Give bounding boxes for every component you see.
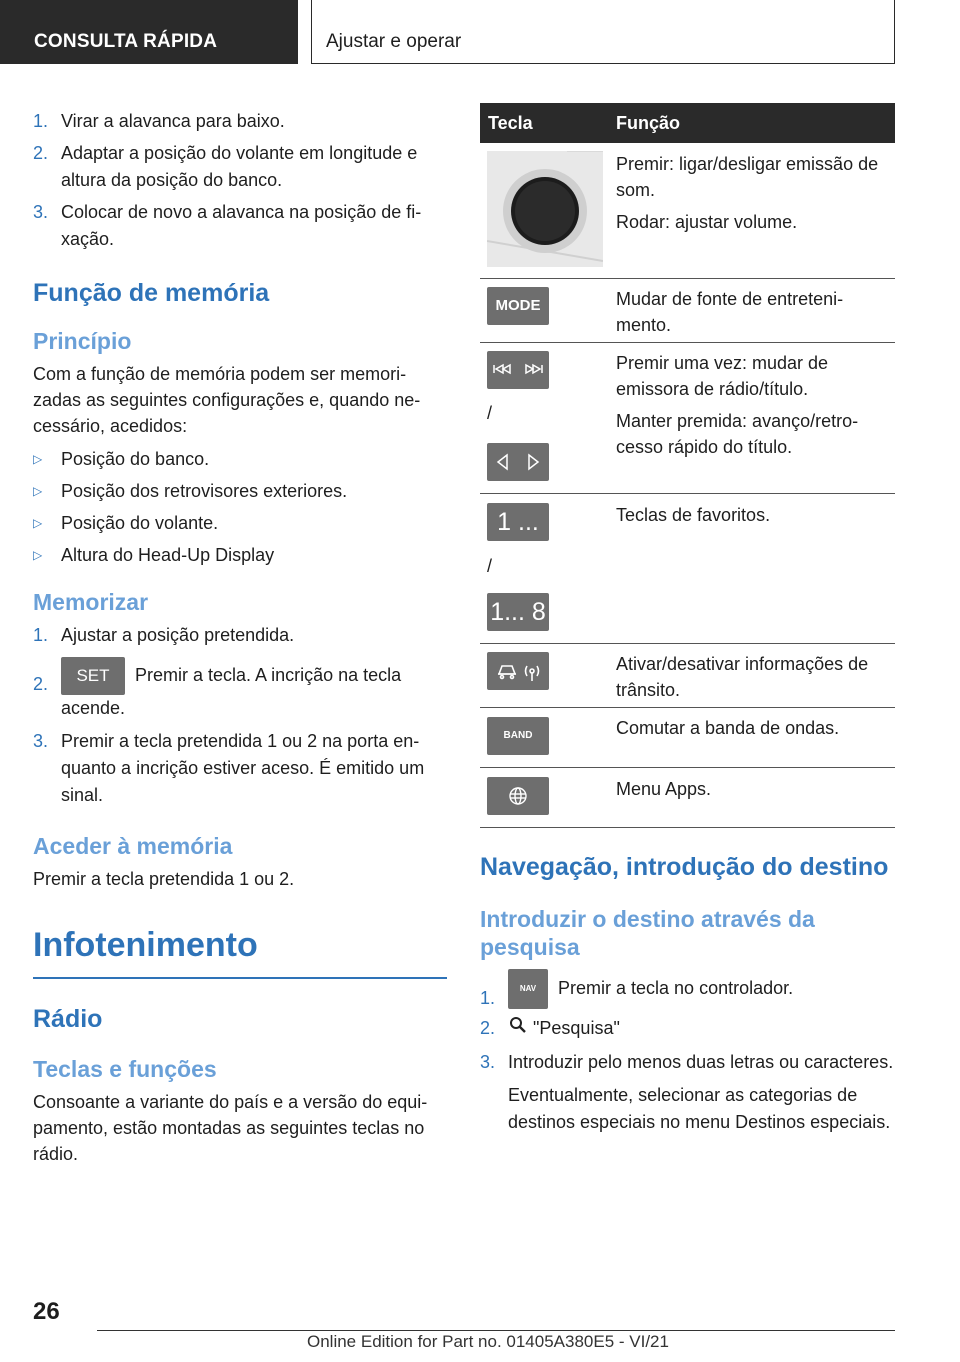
keys-heading: Teclas e funções xyxy=(33,1056,217,1082)
list-item xyxy=(33,108,447,135)
list-item xyxy=(480,1049,895,1136)
list-item xyxy=(33,507,447,539)
item-text: Altura do Head-Up Display xyxy=(61,545,275,565)
step-number: 1. xyxy=(480,988,496,1008)
store-steps xyxy=(33,622,447,809)
principle-heading: Princípio xyxy=(33,328,132,354)
infotainment-heading: Infotenimento xyxy=(33,926,258,964)
access-text: Premir a tecla pretendida 1 ou 2. xyxy=(33,869,295,889)
skip-track-keys-icon xyxy=(487,351,549,389)
navigation-section xyxy=(480,852,895,1136)
list-item xyxy=(33,475,447,507)
navigation-steps xyxy=(480,969,895,1136)
step-number: 1. xyxy=(33,625,49,645)
table-row xyxy=(480,768,895,828)
heading-rule xyxy=(33,977,447,979)
table-row xyxy=(480,644,895,708)
step-text: Premir a tecla. A incrição na tecla acende. xyxy=(61,664,402,718)
step-number: 3. xyxy=(33,202,49,222)
list-item xyxy=(33,657,447,722)
function-text: Rodar: ajustar volume. xyxy=(616,212,798,232)
table-header xyxy=(480,103,895,143)
column-header-function: Função xyxy=(616,113,681,133)
function-text: Premir uma vez: mudar de emissora de rádio/título. xyxy=(616,353,829,399)
memory-heading: Função de memória xyxy=(33,279,270,307)
separator-slash: / xyxy=(487,556,493,576)
search-icon xyxy=(508,1015,528,1043)
table-row xyxy=(480,708,895,768)
function-cell xyxy=(616,151,891,235)
item-text: Posição dos retrovisores exteriores. xyxy=(61,481,348,501)
function-text: Premir: ligar/desligar emissão de som. xyxy=(616,154,879,200)
step-note: Eventualmente, selecionar as categorias de destinos especiais no menu Destinos especiais. xyxy=(508,1085,891,1133)
list-item xyxy=(33,539,447,571)
radio-heading: Rádio xyxy=(33,1005,103,1033)
step-text: Ajustar a posição pretendida. xyxy=(61,625,295,645)
bullet-triangle-icon: ▷ xyxy=(33,484,43,498)
right-column xyxy=(480,0,895,1362)
page-header-title: Ajustar e operar xyxy=(311,0,895,64)
bullet-triangle-icon: ▷ xyxy=(33,516,43,530)
favorites-key-1-7-icon: 1 ... 7 xyxy=(487,503,549,541)
item-text: Posição do banco. xyxy=(61,449,210,469)
step-number: 3. xyxy=(480,1052,496,1073)
left-column xyxy=(33,108,447,1167)
table-row xyxy=(480,279,895,343)
list-item xyxy=(480,1015,895,1043)
step-text: Adaptar a posição do volante em longitude e altura da posição do banco. xyxy=(61,143,418,190)
table-row xyxy=(480,494,895,644)
step-text: Introduzir pelo menos duas letras ou caracteres. xyxy=(508,1052,894,1073)
step-number: 2. xyxy=(33,674,49,694)
function-text: Manter premida: avanço/retrocesso rápido do título. xyxy=(616,411,859,457)
arrow-keys-icon xyxy=(487,443,549,481)
function-text: Ativar/desativar informações de trânsito. xyxy=(616,654,869,700)
bullet-triangle-icon: ▷ xyxy=(33,452,43,466)
step-text: Colocar de novo a alavanca na posição de fixação. xyxy=(61,202,422,249)
function-text: Mudar de fonte de entretenimento. xyxy=(616,289,844,335)
function-text: Teclas de favoritos. xyxy=(616,505,771,525)
step-text: Premir a tecla no controlador. xyxy=(558,977,794,998)
band-key-icon: BAND xyxy=(487,717,549,755)
table-row xyxy=(480,343,895,494)
principle-text: Com a função de memória podem ser memorizadas as seguintes configurações e, quando necessário, acedidos: xyxy=(33,364,421,436)
traffic-info-key-icon xyxy=(487,652,549,690)
memory-items xyxy=(33,443,447,571)
mode-key-icon: MODE xyxy=(487,287,549,325)
apps-key-icon xyxy=(487,777,549,815)
step-text: "Pesquisa" xyxy=(533,1018,620,1038)
function-cell xyxy=(616,350,891,460)
list-item xyxy=(33,622,447,649)
list-item xyxy=(480,969,895,1009)
list-item xyxy=(33,199,447,253)
page-number: 26 xyxy=(33,1298,60,1325)
navigation-heading: Navegação, introdução do destino xyxy=(480,853,889,881)
keys-text: Consoante a variante do país e a versão do equipamento, estão montadas as seguintes teclas no rádio. xyxy=(33,1092,428,1164)
column-header-key: Tecla xyxy=(488,113,533,133)
step-number: 2. xyxy=(480,1018,496,1038)
store-heading: Memorizar xyxy=(33,589,149,615)
separator-slash: / xyxy=(487,403,493,423)
edition-note: Online Edition for Part no. 01405A380E5 - VI/21 xyxy=(307,1332,669,1351)
search-subheading: Introduzir o destino através da pesquisa xyxy=(480,906,815,960)
list-item xyxy=(33,443,447,475)
access-heading: Aceder à memória xyxy=(33,833,233,859)
set-key-icon: SET xyxy=(61,657,125,695)
section-tab: CONSULTA RÁPIDA xyxy=(0,0,298,64)
favorites-key-1-8-icon: 1... 8 xyxy=(487,593,549,631)
footer-rule xyxy=(97,1330,895,1331)
step-text: Virar a alavanca para baixo. xyxy=(61,111,285,131)
list-item xyxy=(33,140,447,194)
list-item xyxy=(33,728,447,809)
step-number: 3. xyxy=(33,731,49,751)
item-text: Posição do volante. xyxy=(61,513,219,533)
steering-steps xyxy=(33,108,447,253)
step-number: 1. xyxy=(33,111,49,131)
function-text: Menu Apps. xyxy=(616,779,712,799)
volume-knob-icon xyxy=(487,151,603,267)
step-text: Premir a tecla pretendida 1 ou 2 na porta enquanto a incrição estiver aceso. É emitido um sinal. xyxy=(61,731,425,805)
function-text: Comutar a banda de ondas. xyxy=(616,718,840,738)
table-row xyxy=(480,143,895,279)
nav-key-icon: NAV xyxy=(508,969,548,1009)
bullet-triangle-icon: ▷ xyxy=(33,548,43,562)
step-number: 2. xyxy=(33,143,49,163)
